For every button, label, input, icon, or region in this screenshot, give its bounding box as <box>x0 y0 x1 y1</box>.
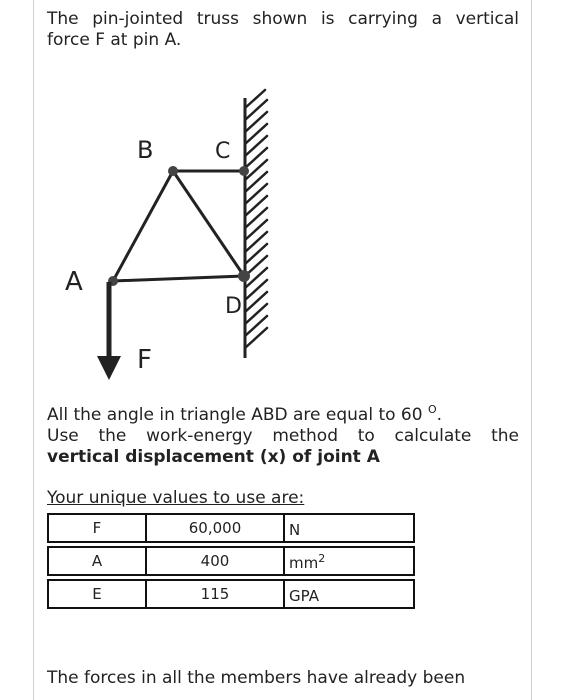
unique-values-label <box>47 488 347 509</box>
pin-c <box>239 166 249 176</box>
intro-line-2: force F at pin A. <box>47 30 182 50</box>
angle-period: . <box>436 405 443 425</box>
table-cell-value: 400 <box>147 546 285 576</box>
table-row <box>47 579 415 609</box>
unit-superscript: 2 <box>318 552 326 565</box>
unit-text: GPA <box>289 587 319 605</box>
table-cell-value: 115 <box>147 579 285 609</box>
intro-paragraph <box>47 9 519 51</box>
angle-line-1 <box>47 399 519 426</box>
angle-line-3: vertical displacement (x) of joint A <box>47 447 380 467</box>
unit-text: mm <box>289 554 319 572</box>
table-row <box>47 513 415 543</box>
table-cell-unit <box>285 579 415 609</box>
table-cell-symbol: E <box>47 579 147 609</box>
unique-values-table <box>47 510 415 612</box>
forces-paragraph: The forces in all the members have already been <box>47 668 466 688</box>
table-cell-value: 60,000 <box>147 513 285 543</box>
intro-line-1: The pin-jointed truss shown is carrying a vertical <box>47 9 519 29</box>
angle-paragraph <box>47 399 519 468</box>
unit-text: N <box>289 521 301 539</box>
table-cell-symbol: A <box>47 546 147 576</box>
table-cell-unit <box>285 546 415 576</box>
force-arrow-head <box>97 356 121 380</box>
label-a: A <box>65 267 83 297</box>
member-bd <box>173 171 244 276</box>
table-row <box>47 546 415 576</box>
pin-b <box>168 166 178 176</box>
table-cell-unit <box>285 513 415 543</box>
unique-values-label-text: Your unique values to use are: <box>47 488 305 508</box>
label-d: D <box>225 294 242 319</box>
pin-d <box>238 270 250 282</box>
member-ab <box>113 171 173 281</box>
wall-hatching <box>245 90 267 348</box>
member-ad <box>113 276 244 281</box>
degree-symbol: O <box>427 403 437 416</box>
angle-text: All the angle in triangle ABD are equal to 60 <box>47 405 423 425</box>
label-c: C <box>215 139 231 164</box>
angle-line-2: Use the work-energy method to calculate the <box>47 426 519 446</box>
label-f: F <box>137 345 152 375</box>
truss-diagram <box>55 78 285 390</box>
table-cell-symbol: F <box>47 513 147 543</box>
page-left-border <box>33 0 34 700</box>
page-right-border <box>531 0 532 700</box>
label-b: B <box>137 136 154 164</box>
